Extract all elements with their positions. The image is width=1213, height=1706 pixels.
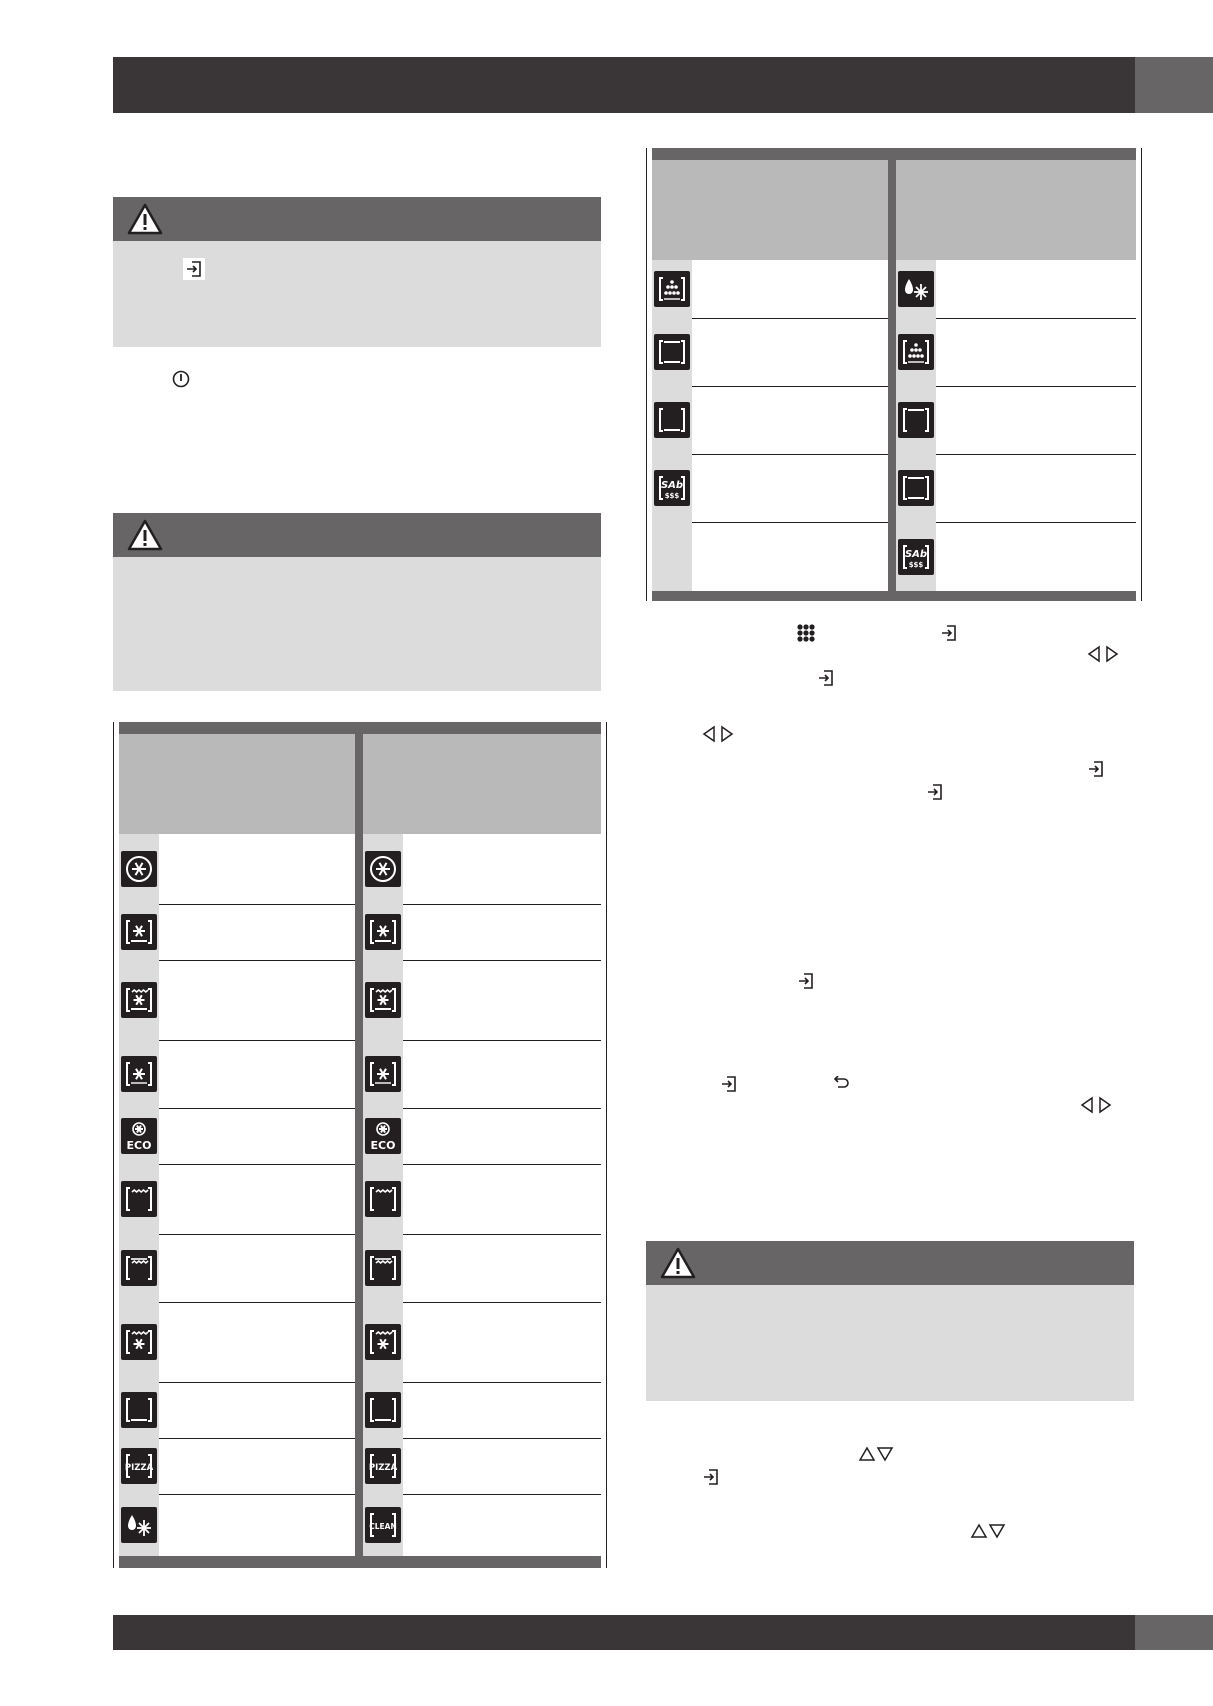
defrost-icon bbox=[121, 1507, 157, 1543]
full-grill-icon bbox=[365, 1250, 401, 1286]
table-row-divider bbox=[403, 904, 601, 905]
table-row-divider bbox=[403, 1164, 601, 1165]
enter-icon bbox=[183, 258, 205, 280]
warning-header bbox=[113, 197, 601, 241]
table-row-divider bbox=[692, 522, 888, 523]
fan-ring-icon bbox=[121, 851, 157, 887]
eco-icon bbox=[365, 1118, 401, 1154]
table-row-divider bbox=[403, 1302, 601, 1303]
arrow-left-right-icon bbox=[1085, 643, 1121, 665]
back-icon bbox=[830, 1073, 852, 1095]
defrost-icon bbox=[898, 271, 934, 307]
enter-icon bbox=[924, 781, 946, 803]
function-table-right bbox=[646, 148, 1142, 601]
table-header-cell bbox=[896, 160, 1136, 260]
table-row-divider bbox=[403, 1382, 601, 1383]
table-row-divider bbox=[159, 904, 355, 905]
table-row-divider bbox=[403, 1234, 601, 1235]
table-row-divider bbox=[936, 386, 1136, 387]
table-row-divider bbox=[159, 1382, 355, 1383]
top-grill-icon bbox=[121, 1181, 157, 1217]
function-table-left bbox=[113, 722, 607, 1568]
warning-triangle-icon bbox=[660, 1247, 696, 1279]
menu-grid-icon bbox=[795, 622, 817, 644]
svg-text:$$$: $$$ bbox=[664, 492, 680, 500]
table-row-divider bbox=[159, 960, 355, 961]
table-row-divider bbox=[403, 960, 601, 961]
fan-icon bbox=[365, 1056, 401, 1092]
table-row-divider bbox=[159, 1302, 355, 1303]
warning-triangle-icon bbox=[127, 519, 163, 551]
footer-tab bbox=[1135, 1615, 1213, 1650]
steam-icon bbox=[898, 334, 934, 370]
header-tab bbox=[1135, 57, 1213, 113]
table-row-divider bbox=[403, 1438, 601, 1439]
arrow-left-right-icon bbox=[1078, 1094, 1114, 1116]
enter-icon bbox=[795, 970, 817, 992]
fan-top-bottom-icon bbox=[121, 982, 157, 1018]
bottom-heat-icon bbox=[365, 1392, 401, 1428]
svg-text:$$$: $$$ bbox=[908, 560, 924, 569]
grill-fan-icon bbox=[121, 1324, 157, 1360]
table-row-divider bbox=[692, 386, 888, 387]
pizza-icon bbox=[365, 1448, 401, 1484]
table-row-divider bbox=[936, 522, 1136, 523]
fan-icon bbox=[121, 1056, 157, 1092]
svg-text:SAb: SAb bbox=[904, 548, 928, 560]
svg-text:ECO: ECO bbox=[126, 1139, 152, 1152]
top-heat-icon bbox=[898, 402, 934, 438]
svg-text:PIZZA: PIZZA bbox=[368, 1463, 398, 1473]
enter-icon bbox=[815, 667, 837, 689]
sabbath-icon bbox=[898, 539, 934, 575]
table-row-divider bbox=[159, 1164, 355, 1165]
eco-icon bbox=[121, 1118, 157, 1154]
table-row-divider bbox=[403, 1108, 601, 1109]
table-row-divider bbox=[403, 1040, 601, 1041]
warning-box bbox=[113, 513, 601, 691]
table-row-divider bbox=[692, 318, 888, 319]
table-header-cell bbox=[363, 734, 601, 834]
arrow-left-right-icon bbox=[700, 723, 736, 745]
table-row-divider bbox=[936, 454, 1136, 455]
arrow-up-down-icon bbox=[968, 1520, 1008, 1542]
warning-header bbox=[646, 1241, 1134, 1285]
warning-triangle-icon bbox=[127, 203, 163, 235]
table-row-divider bbox=[159, 1438, 355, 1439]
fan-bottom-icon bbox=[121, 914, 157, 950]
fan-top-bottom-icon bbox=[365, 982, 401, 1018]
header-bar bbox=[113, 57, 1135, 113]
steam-icon bbox=[654, 271, 690, 307]
arrow-up-down-icon bbox=[856, 1443, 896, 1465]
table-header-cell bbox=[652, 160, 888, 260]
table-row-divider bbox=[403, 1494, 601, 1495]
bottom-heat-icon bbox=[121, 1392, 157, 1428]
top-bottom-heat-icon bbox=[654, 334, 690, 370]
table-row-divider bbox=[159, 1494, 355, 1495]
svg-text:PIZZA: PIZZA bbox=[124, 1463, 154, 1473]
fan-ring-icon bbox=[365, 851, 401, 887]
table-header-cell bbox=[119, 734, 355, 834]
sabbath-icon bbox=[654, 470, 690, 506]
top-bottom-heat-icon bbox=[898, 470, 934, 506]
svg-text:CLEAN: CLEAN bbox=[369, 1522, 397, 1531]
full-grill-icon bbox=[121, 1250, 157, 1286]
bottom-heat-icon bbox=[654, 402, 690, 438]
fan-bottom-icon bbox=[365, 914, 401, 950]
table-row-divider bbox=[692, 454, 888, 455]
table-row-divider bbox=[159, 1040, 355, 1041]
power-icon bbox=[171, 369, 191, 389]
footer-bar bbox=[113, 1615, 1135, 1650]
enter-icon bbox=[1085, 758, 1107, 780]
grill-fan-icon bbox=[365, 1324, 401, 1360]
svg-text:ECO: ECO bbox=[370, 1139, 396, 1152]
clean-icon bbox=[365, 1507, 401, 1543]
enter-icon bbox=[938, 622, 960, 644]
top-grill-icon bbox=[365, 1181, 401, 1217]
table-row-divider bbox=[159, 1108, 355, 1109]
table-row-divider bbox=[159, 1234, 355, 1235]
enter-icon bbox=[700, 1466, 722, 1488]
svg-text:SAb: SAb bbox=[660, 480, 684, 491]
enter-icon bbox=[718, 1073, 740, 1095]
warning-box bbox=[646, 1241, 1134, 1401]
pizza-icon bbox=[121, 1448, 157, 1484]
table-row-divider bbox=[936, 318, 1136, 319]
warning-header bbox=[113, 513, 601, 557]
